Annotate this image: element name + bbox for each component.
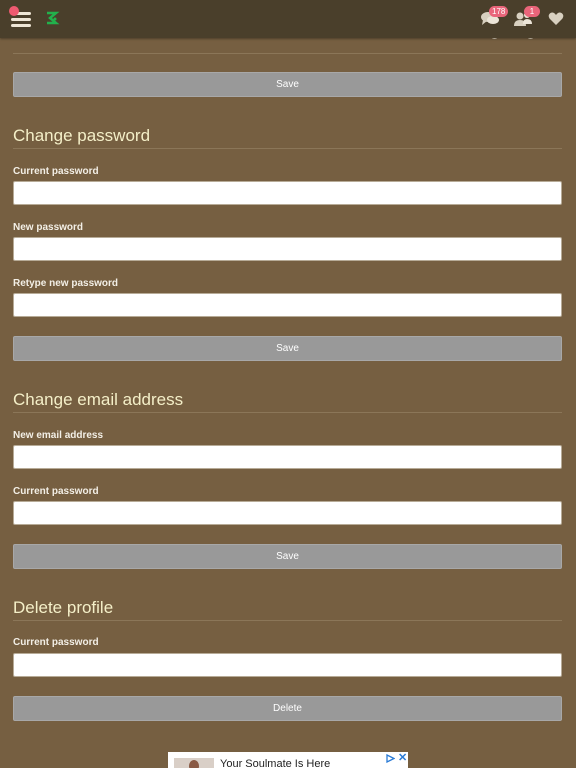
delete-profile-heading: Delete profile (13, 598, 114, 617)
section-divider (13, 620, 562, 621)
ad-text[interactable]: Your Soulmate Is Here (220, 758, 331, 768)
section-divider (13, 412, 562, 413)
section-divider (13, 53, 562, 54)
current-password-label: Current password (13, 166, 99, 177)
ad-choices-icon[interactable] (386, 754, 395, 763)
new-email-label: New email address (13, 430, 104, 441)
ad-thumbnail-face (189, 760, 199, 768)
delete-current-password-label: Current password (13, 637, 99, 648)
section-divider (13, 148, 562, 149)
menu-bar-line (11, 18, 31, 21)
delete-current-password-input[interactable] (13, 653, 562, 677)
ad-close-icon[interactable]: ✕ (398, 752, 408, 764)
save-email-button[interactable]: Save (13, 544, 562, 569)
retype-password-input[interactable] (13, 293, 562, 317)
site-logo-icon[interactable] (44, 10, 60, 26)
delete-profile-button[interactable]: Delete (13, 696, 562, 721)
new-password-label: New password (13, 222, 84, 233)
new-password-input[interactable] (13, 237, 562, 261)
change-password-heading: Change password (13, 126, 151, 145)
friends-button[interactable] (513, 7, 535, 33)
current-password-input[interactable] (13, 181, 562, 205)
ad-banner[interactable] (168, 752, 408, 768)
change-email-heading: Change email address (13, 390, 184, 409)
heart-icon (548, 12, 564, 26)
email-current-password-label: Current password (13, 486, 99, 497)
new-email-input[interactable] (13, 445, 562, 469)
messages-button[interactable] (480, 7, 506, 33)
save-password-button[interactable]: Save (13, 336, 562, 361)
favorites-button[interactable] (548, 12, 564, 31)
friends-count-badge: 1 (524, 6, 540, 17)
email-current-password-input[interactable] (13, 501, 562, 525)
top-navigation-bar (0, 0, 576, 38)
menu-bar-line (11, 24, 31, 27)
ad-thumbnail (174, 758, 214, 768)
messages-count-badge: 178 (489, 6, 508, 17)
hamburger-menu-icon[interactable] (9, 8, 33, 30)
notification-dot (9, 6, 19, 16)
save-settings-button[interactable]: Save (13, 72, 562, 97)
retype-password-label: Retype new password (13, 278, 119, 289)
